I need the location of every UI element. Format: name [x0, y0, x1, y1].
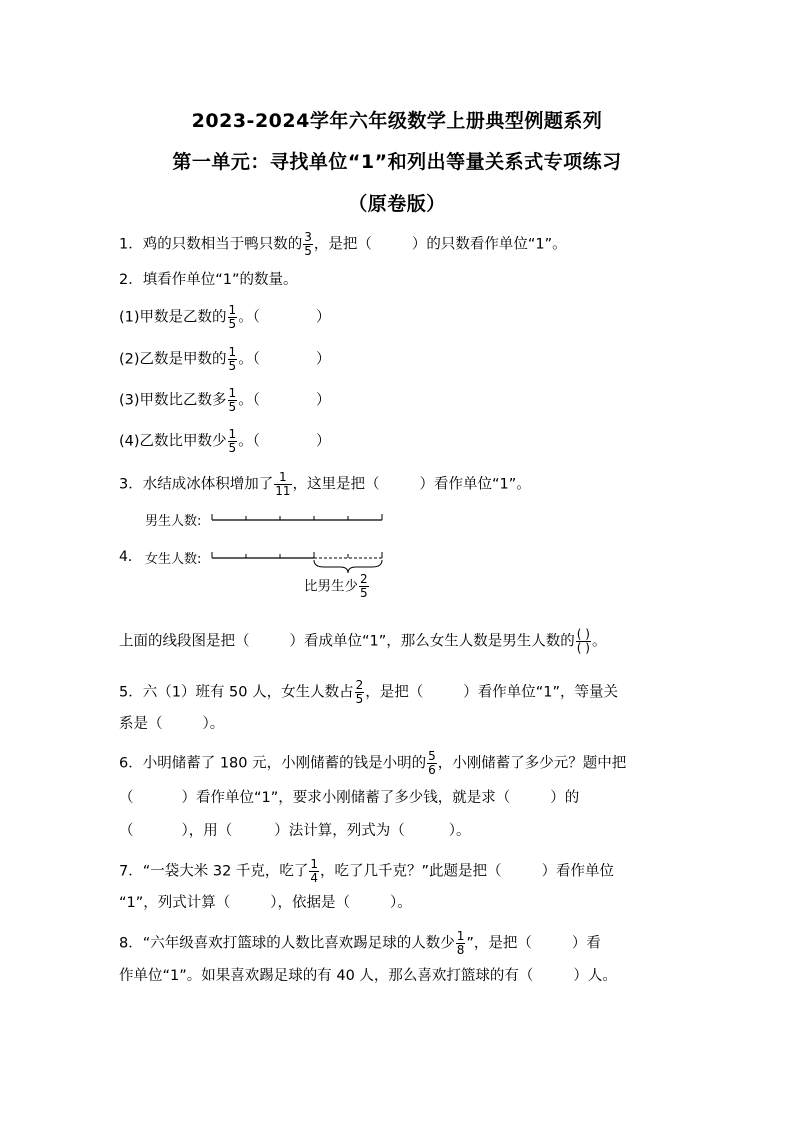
question-1: 1．鸡的只数相当于鸭只数的 $\frac{3}{5}$ ，是把（ ）的只数看作单位“1”。	[119, 230, 567, 258]
question-2-item: (3)甲数比乙数多 $\frac{1}{5}$ 。（ ）	[119, 386, 331, 414]
question-4-text: 上面的线段图是把（ ）看成单位“1”，那么女生人数是男生人数的 $\frac{( )}{( )}$ 。	[119, 627, 607, 655]
question-2-stem: 2．填看作单位“1”的数量。	[119, 272, 298, 288]
fraction: $\frac{3}{5}$	[304, 230, 312, 258]
girls-label: 女生人数:	[145, 552, 202, 567]
question-2-item: (2)乙数是甲数的 $\frac{1}{5}$ 。（ ）	[119, 345, 331, 373]
brace	[314, 560, 382, 573]
question-6-cont: （ ）看作单位“1”，要求小刚储蓄了多少钱，就是求（ ）的	[119, 790, 580, 806]
page-title: 2023-2024学年六年级数学上册典型例题系列	[191, 110, 603, 132]
question-8: 8．“六年级喜欢打篮球的人数比喜欢踢足球的人数少 $\frac{1}{8}$ ”，是把（ ）看	[119, 929, 601, 957]
boys-label: 男生人数:	[145, 514, 202, 529]
question-2-item: (4)乙数比甲数少 $\frac{1}{5}$ 。（ ）	[119, 427, 331, 455]
question-8-cont: 作单位“1”。如果喜欢踢足球的有 40 人，那么喜欢打篮球的有（ ）人。	[119, 968, 617, 984]
question-5: 5．六（1）班有 50 人，女生人数占 $\frac{2}{5}$ ，是把（ ）看作单位“1”，等量关	[119, 678, 619, 706]
edition-title: （原卷版）	[348, 193, 446, 215]
question-6-cont: （ ），用（ ）法计算，列式为（ ）。	[119, 823, 471, 839]
question-4-number: 4．	[119, 549, 142, 565]
question-5-cont: 系是（ ）。	[119, 716, 225, 732]
unit-title: 第一单元：寻找单位“1”和列出等量关系式专项练习	[172, 151, 622, 173]
question-3: 3．水结成冰体积增加了 $\frac{1}{11}$ ，这里是把（ ）看作单位“1”。	[119, 470, 531, 498]
question-7-cont: “1”，列式计算（ ），依据是（ ）。	[119, 895, 412, 911]
brace-label: 比男生少 $\frac{2}{5}$	[304, 572, 368, 600]
question-2-item: (1)甲数是乙数的 $\frac{1}{5}$ 。（ ）	[119, 303, 331, 331]
answer-fraction[interactable]: $\frac{( )}{( )}$	[576, 627, 590, 655]
question-6: 6．小明储蓄了 180 元，小刚储蓄的钱是小明的 $\frac{5}{6}$ ，小刚储蓄了多少元？题中把	[119, 749, 627, 777]
question-7: 7．“一袋大米 32 千克，吃了 $\frac{1}{4}$ ，吃了几千克？”此题是把（ ）看作单位	[119, 857, 615, 885]
